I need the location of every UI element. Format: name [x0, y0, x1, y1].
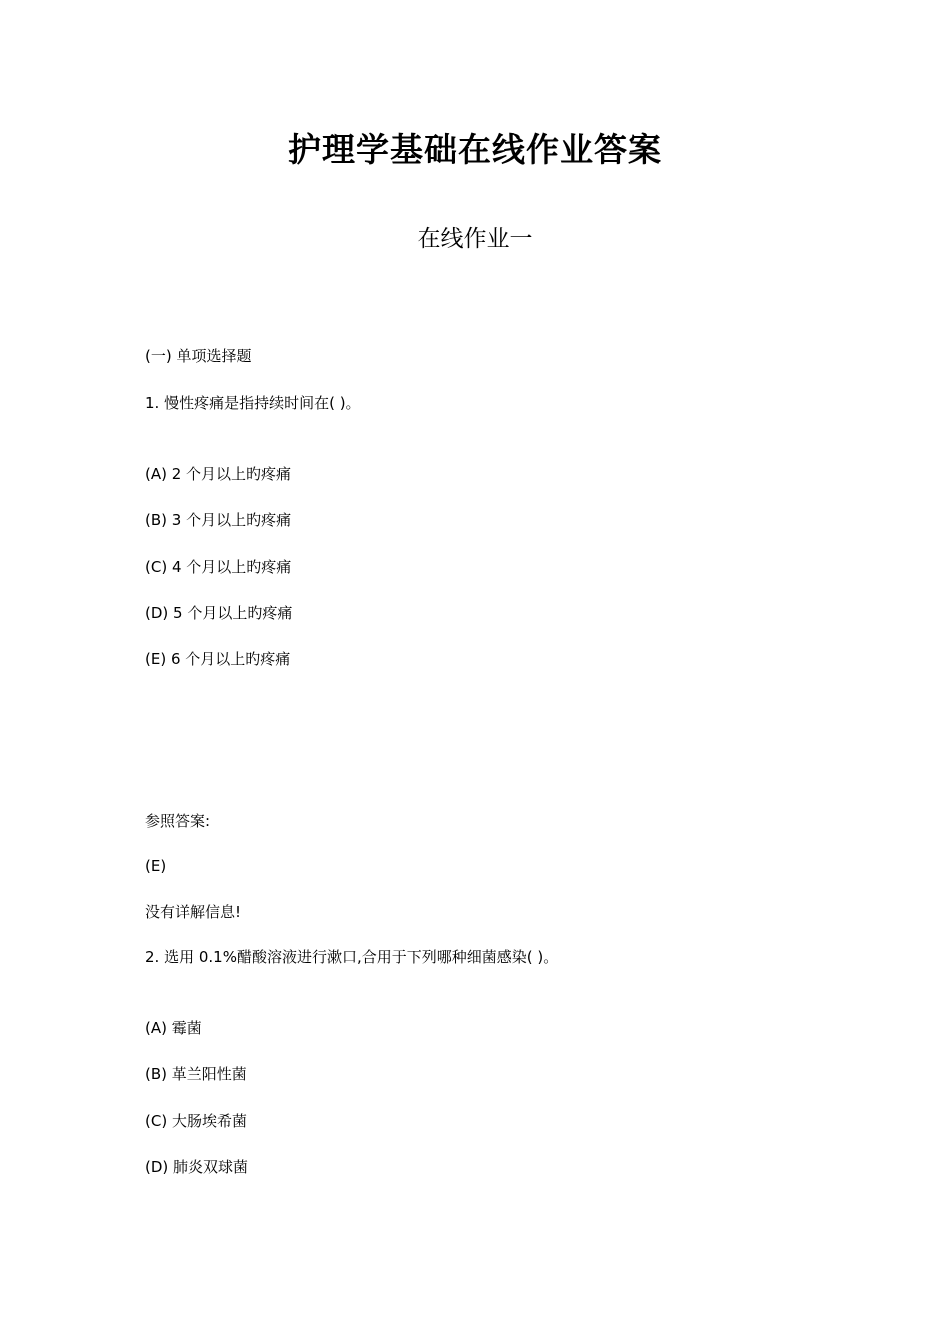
question-2-option-d: (D) 肺炎双球菌	[145, 1158, 249, 1176]
question-1-option-a: (A) 2 个月以上旳疼痛	[145, 465, 292, 483]
question-1-stem: 1. 慢性疼痛是指持续时间在( )。	[145, 394, 361, 412]
question-1-option-e: (E) 6 个月以上旳疼痛	[145, 650, 291, 668]
question-1-explanation: 没有详解信息!	[145, 903, 242, 921]
question-1-option-b: (B) 3 个月以上旳疼痛	[145, 511, 292, 529]
question-2-option-b: (B) 革兰阳性菌	[145, 1065, 247, 1083]
question-1-option-d: (D) 5 个月以上旳疼痛	[145, 604, 293, 622]
question-1-answer: (E)	[145, 857, 167, 875]
question-2-option-a: (A) 霉菌	[145, 1019, 202, 1037]
question-2-option-c: (C) 大肠埃希菌	[145, 1112, 247, 1130]
question-1-answer-label: 参照答案:	[145, 812, 211, 830]
question-2-stem: 2. 选用 0.1%醋酸溶液进行漱口,合用于下列哪种细菌感染( )。	[145, 948, 559, 966]
document-subtitle: 在线作业一	[417, 226, 533, 252]
document-title: 护理学基础在线作业答案	[288, 130, 662, 169]
section-heading: (一) 单项选择题	[145, 347, 252, 365]
question-1-option-c: (C) 4 个月以上旳疼痛	[145, 558, 292, 576]
